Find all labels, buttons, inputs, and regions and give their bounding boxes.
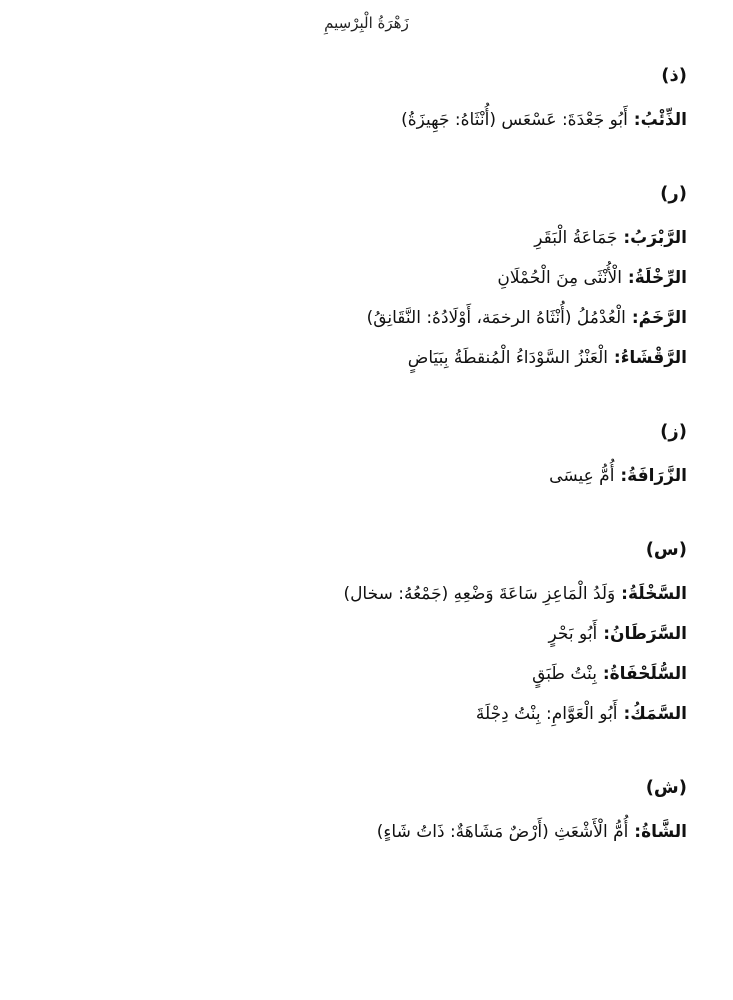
entry-definition: أُمُّ عِيسَى xyxy=(549,466,615,486)
section-heading: (ز) xyxy=(660,421,687,442)
entry-definition: أُمُّ الْأَشْعَثِ (أَرْضٌ مَشَاهَةٌ: ذَاتُ شَاءٍ) xyxy=(376,822,629,842)
entry-term: السُّلَحْفَاةُ xyxy=(609,664,687,684)
glossary-entry: الرَّقْشَاءُ: الْعَنْزُ السَّوْدَاءُ الْمُنقطَةُ بِبَيَاضٍ xyxy=(407,348,687,368)
entry-term: السَّمَكُ xyxy=(630,704,687,724)
entry-term: السَّخْلَةُ xyxy=(627,584,687,604)
glossary-entry: السُّلَحْفَاةُ: بِنْتُ طَبَقٍ xyxy=(532,664,687,684)
glossary-entry: السَّمَكُ: أَبُو الْعَوَّامِ: بِنْتُ دِجْلَةَ xyxy=(475,704,687,724)
entry-term: الشَّاةُ xyxy=(641,822,687,842)
section-shin xyxy=(47,770,687,852)
entry-term: الرَّبْرَبُ xyxy=(630,228,687,248)
glossary-entry: الشَّاةُ: أُمُّ الْأَشْعَثِ (أَرْضٌ مَشَاهَةٌ: ذَاتُ شَاءٍ) xyxy=(376,822,687,842)
section-ra xyxy=(47,176,687,378)
section-heading: (ش) xyxy=(645,777,687,798)
entry-definition: أَبُو جَعْدَةَ: عَسْعَس (أُنْثَاهُ: جَهِيزَةُ) xyxy=(401,110,628,130)
entry-term: الزَّرَافَةُ xyxy=(627,466,687,486)
glossary-entry: الرَّبْرَبُ: جَمَاعَةُ الْبَقَرِ xyxy=(534,228,687,248)
section-dhal xyxy=(47,58,687,140)
entry-definition: أَبُو الْعَوَّامِ: بِنْتُ دِجْلَةَ xyxy=(475,704,618,724)
entry-term: الرَّخَمُ xyxy=(638,308,687,328)
glossary-entry: الرَّخَمُ: الْعُدْمُلُ (أُنْثَاهُ الرخمَة، أَوْلَادُهُ: النَّقَانِقُ) xyxy=(366,308,687,328)
entry-definition: الْأُنْثَى مِنَ الْحُمْلَانِ xyxy=(497,268,622,288)
entry-definition: جَمَاعَةُ الْبَقَرِ xyxy=(534,228,618,248)
section-heading: (ذ) xyxy=(661,65,687,86)
entry-term: السَّرَطَانُ xyxy=(610,624,687,644)
glossary-entry: الزَّرَافَةُ: أُمُّ عِيسَى xyxy=(549,466,687,486)
entry-term: الرِّخْلَةُ xyxy=(634,268,687,288)
glossary-entry: الذِّئْبُ: أَبُو جَعْدَةَ: عَسْعَس (أُنْثَاهُ: جَهِيزَةُ) xyxy=(401,110,687,130)
entry-term: الذِّئْبُ xyxy=(640,110,687,130)
entry-term: الرَّقْشَاءُ xyxy=(620,348,687,368)
section-heading: (ر) xyxy=(660,183,687,204)
entry-definition: وَلَدُ الْمَاعِزِ سَاعَةَ وَضْعِهِ (جَمْعُهُ: سخال) xyxy=(343,584,616,604)
entry-definition: بِنْتُ طَبَقٍ xyxy=(532,664,597,684)
section-sin xyxy=(47,532,687,734)
section-zay xyxy=(47,414,687,496)
entry-definition: أَبُو بَحْرٍ xyxy=(548,624,598,644)
running-header: زَهْرَةُ الْبِرْسِيمِ xyxy=(324,14,409,32)
glossary-entry: السَّرَطَانُ: أَبُو بَحْرٍ xyxy=(548,624,687,644)
entry-definition: الْعَنْزُ السَّوْدَاءُ الْمُنقطَةُ بِبَيَاضٍ xyxy=(407,348,608,368)
entry-definition: الْعُدْمُلُ (أُنْثَاهُ الرخمَة، أَوْلَادُهُ: النَّقَانِقُ) xyxy=(366,308,626,328)
section-heading: (س) xyxy=(645,539,687,560)
glossary-content xyxy=(47,58,687,888)
glossary-entry: السَّخْلَةُ: وَلَدُ الْمَاعِزِ سَاعَةَ وَضْعِهِ (جَمْعُهُ: سخال) xyxy=(343,584,687,604)
glossary-entry: الرِّخْلَةُ: الْأُنْثَى مِنَ الْحُمْلَانِ xyxy=(497,268,687,288)
